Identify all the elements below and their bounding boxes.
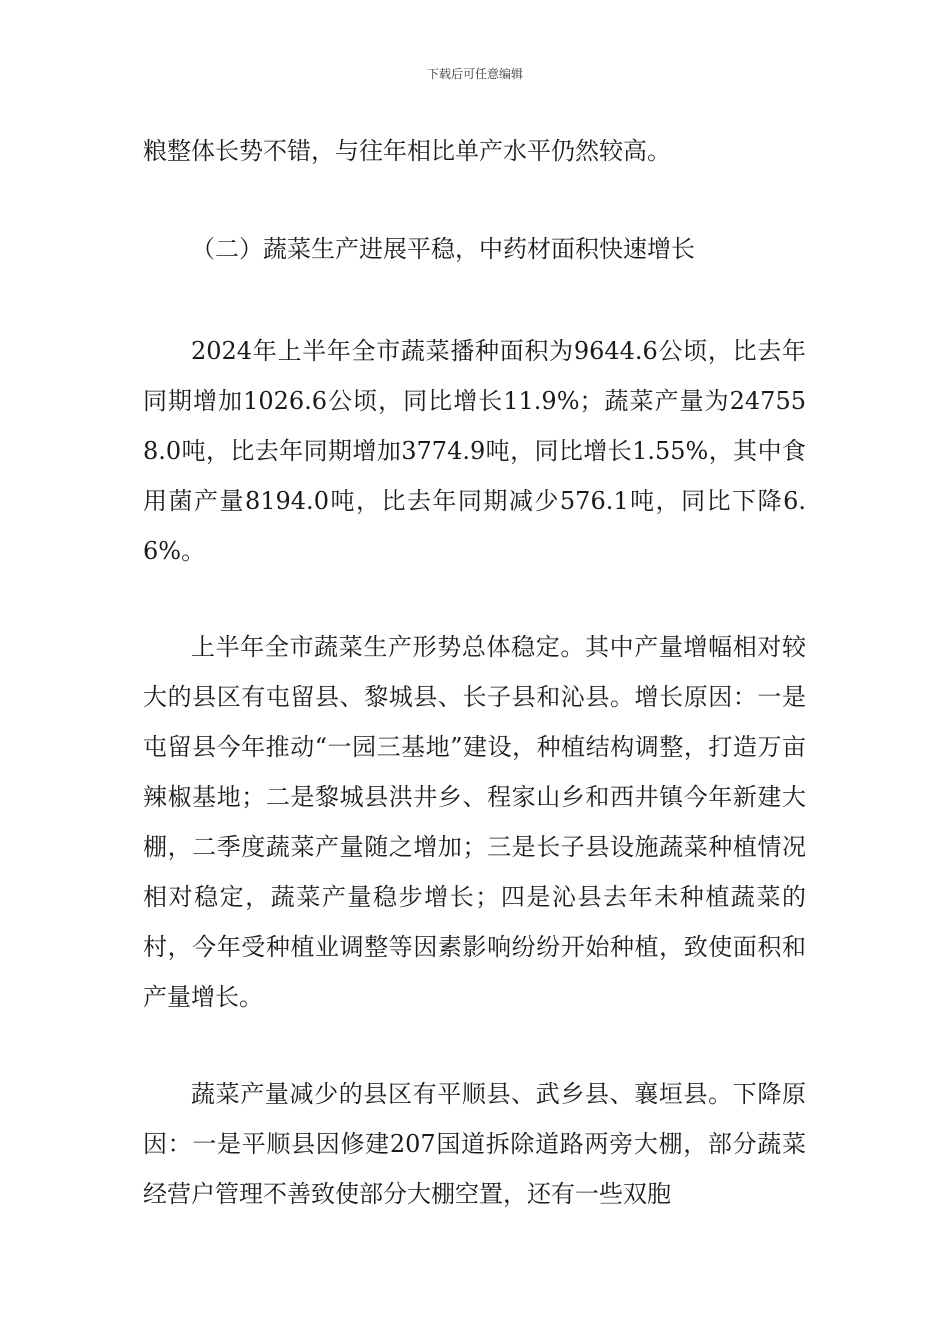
paragraph-growth-reasons: 上半年全市蔬菜生产形势总体稳定。其中产量增幅相对较大的县区有屯留县、黎城县、长子县和沁县。增长原因：一是屯留县今年推动“一园三基地”建设，种植结构调整，打造万亩辣椒基地；二是黎城县洪井乡、程家山乡和西井镇今年新建大棚，二季度蔬菜产量随之增加；三是长子县设施蔬菜种植情况相对稳定，蔬菜产量稳步增长；四是沁县去年未种植蔬菜的村，今年受种植业调整等因素影响纷纷开始种植，致使面积和产量增长。 (143, 633, 806, 1011)
page-header-note: 下载后可任意编辑 (426, 67, 523, 81)
paragraph-vegetable-stats: 2024年上半年全市蔬菜播种面积为9644.6公顷，比去年同期增加1026.6公顷，同比增长11.9%；蔬菜产量为247558.0吨，比去年同期增加3774.9吨，同比增长1.55%，其中食用菌产量8194.0吨，比去年同期减少576.1吨，同比下降6.6%。 (143, 337, 806, 565)
paragraph-continuation: 粮整体长势不错，与往年相比单产水平仍然较高。 (143, 137, 671, 165)
section-heading: （二）蔬菜生产进展平稳，中药材面积快速增长 (191, 235, 695, 263)
paragraph-decline-reasons: 蔬菜产量减少的县区有平顺县、武乡县、襄垣县。下降原因：一是平顺县因修建207国道拆除道路两旁大棚，部分蔬菜经营户管理不善致使部分大棚空置，还有一些双胞 (143, 1080, 806, 1208)
